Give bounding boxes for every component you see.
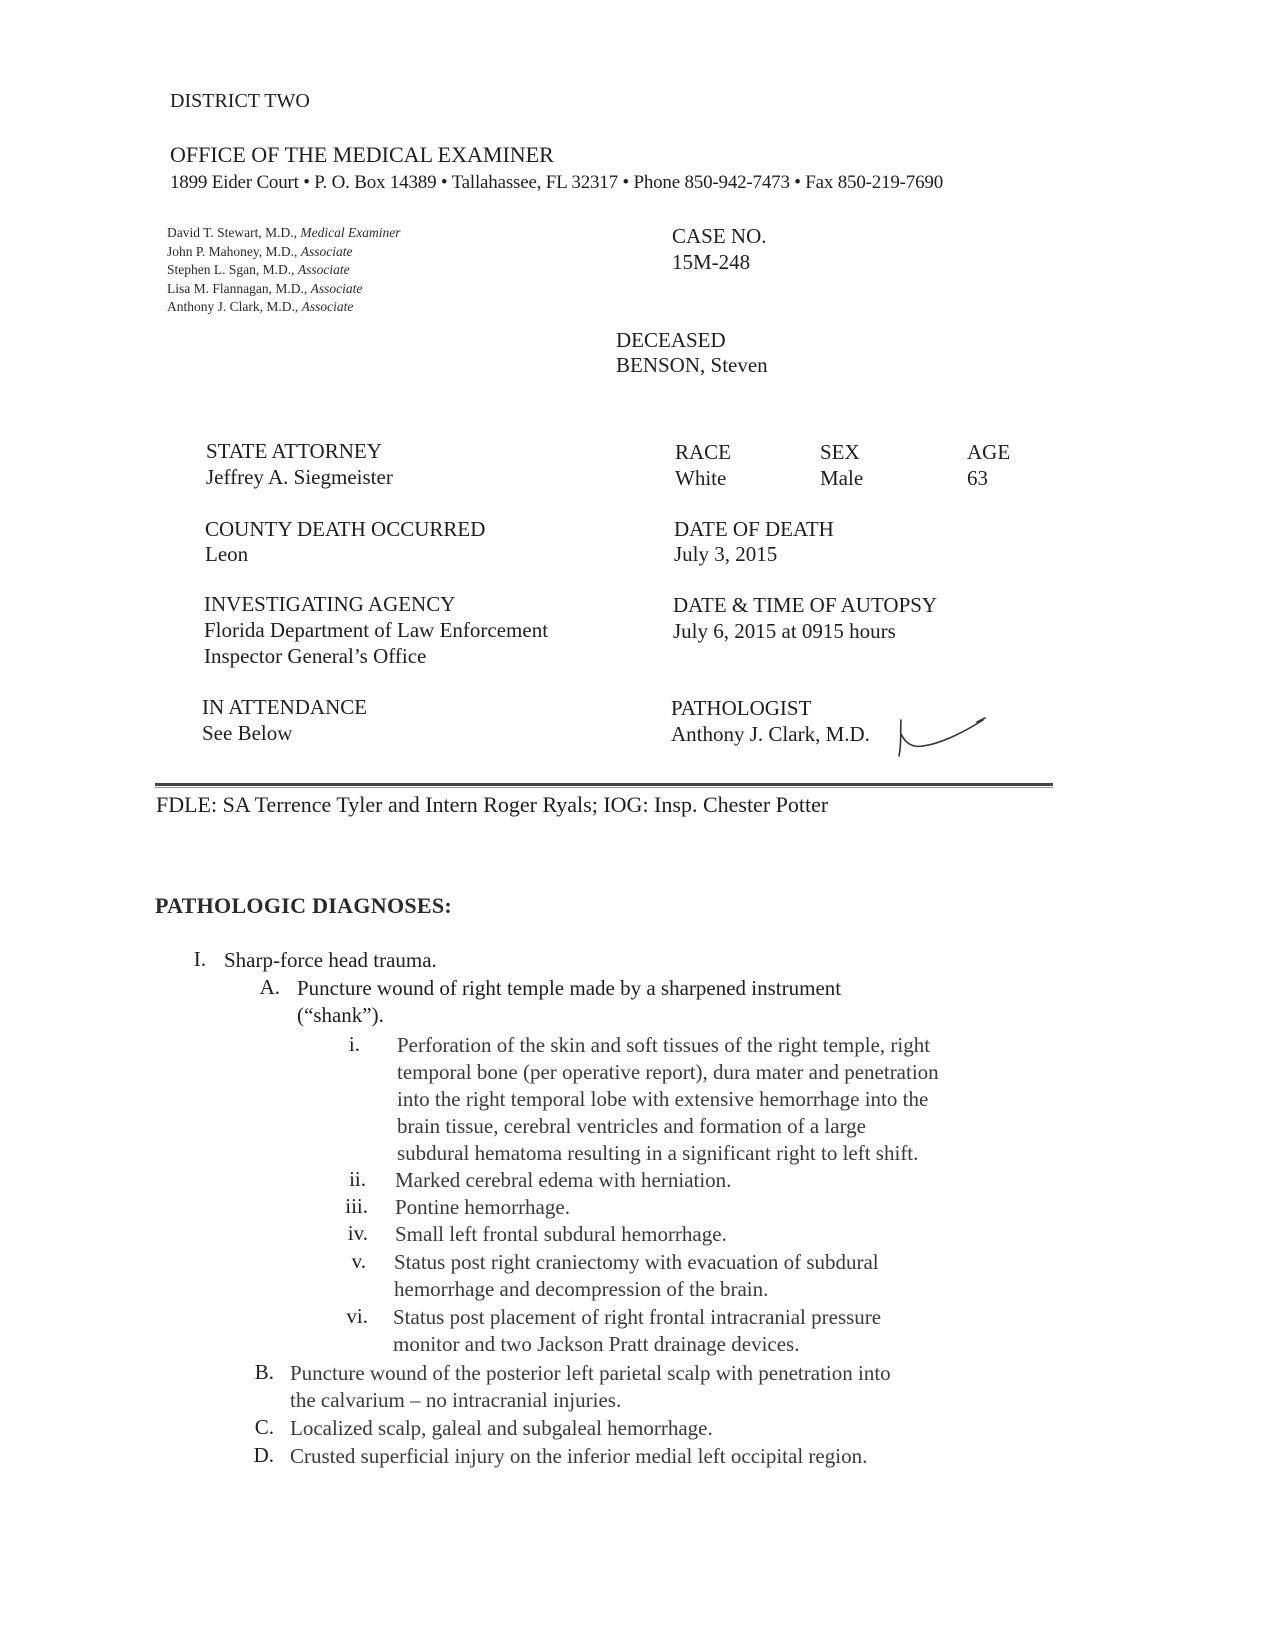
agency-line-1: Florida Department of Law Enforcement [204,618,549,642]
diagnosis-marker: I. [193,947,206,971]
section-divider-shadow [155,787,1053,788]
race-value: White [675,466,727,490]
district-label: DISTRICT TWO [170,90,310,112]
age-label: AGE [967,440,1011,464]
diagnosis-marker: A. [259,975,280,999]
diagnosis-marker: iv. [347,1221,368,1245]
autopsy-label: DATE & TIME OF AUTOPSY [673,593,938,617]
attendees-line: FDLE: SA Terrence Tyler and Intern Roger Ryals; IOG: Insp. Chester Potter [156,792,829,817]
diagnosis-C: Localized scalp, galeal and subgaleal hemorrhage. [290,1416,713,1440]
diagnosis-A-iv: Small left frontal subdural hemorrhage. [395,1222,727,1246]
diagnosis-marker: v. [351,1249,366,1273]
diagnosis-marker: ii. [349,1167,366,1191]
autopsy-value: July 6, 2015 at 0915 hours [673,619,896,643]
diagnosis-A-iii: Pontine hemorrhage. [395,1195,570,1219]
diagnoses-heading: PATHOLOGIC DIAGNOSES: [155,893,453,918]
state-attorney-value: Jeffrey A. Siegmeister [206,465,393,489]
office-address: 1899 Eider Court • P. O. Box 14389 • Tallahassee, FL 32317 • Phone 850-942-7473 • Fax 850-219-7690 [170,172,944,193]
diagnosis-A-vi-line-1: Status post placement of right frontal intracranial pressure [393,1305,882,1329]
staff-member: Lisa M. Flannagan, M.D., Associate [167,280,363,296]
pathologist-label: PATHOLOGIST [671,696,812,720]
county-label: COUNTY DEATH OCCURRED [205,517,486,541]
diagnosis-A-ii: Marked cerebral edema with herniation. [395,1168,732,1192]
agency-line-2: Inspector General’s Office [204,644,427,668]
diagnosis-marker: C. [254,1415,274,1439]
state-attorney-label: STATE ATTORNEY [206,439,382,463]
diagnosis-marker: i. [348,1032,360,1056]
diagnosis-A-line-1: Puncture wound of right temple made by a sharpened instrument [297,976,842,1000]
pathologist-signature [895,716,995,766]
race-label: RACE [675,440,732,464]
diagnosis-marker: D. [253,1443,274,1467]
staff-member: David T. Stewart, M.D., Medical Examiner [167,225,401,240]
diagnosis-A-vi-line-2: monitor and two Jackson Pratt drainage devices. [393,1332,800,1356]
staff-member: Stephen L. Sgan, M.D., Associate [167,262,350,277]
deceased-label: DECEASED [616,328,726,352]
pathologist-name: Anthony J. Clark, M.D. [671,722,870,746]
attendance-label: IN ATTENDANCE [202,695,368,719]
sex-value: Male [820,466,864,490]
county-value: Leon [205,542,249,566]
diagnosis-I: Sharp-force head trauma. [224,948,437,972]
diagnosis-marker: iii. [345,1194,368,1218]
staff-member: Anthony J. Clark, M.D., Associate [167,299,354,314]
staff-member: John P. Mahoney, M.D., Associate [167,243,353,259]
attendance-value: See Below [202,721,293,745]
section-divider [155,783,1053,786]
sex-label: SEX [820,440,860,464]
diagnosis-marker: vi. [346,1304,368,1328]
deceased-name: BENSON, Steven [616,353,768,377]
diagnosis-A-v-line-2: hemorrhage and decompression of the brain. [394,1277,769,1301]
diagnosis-A-i: Perforation of the skin and soft tissues of the right temple, right temporal bone (per operative report), dura mater and penetration into the right temporal lobe with extensive hemorrhage into the brain tissue, cerebral ventricles and formation of a large subdural hematoma resulting in a significant right to left shift. [397,1033,939,1165]
diagnosis-B-line-1: Puncture wound of the posterior left parietal scalp with penetration into [290,1361,891,1385]
age-value: 63 [967,466,988,490]
date-of-death-value: July 3, 2015 [674,542,778,566]
agency-label: INVESTIGATING AGENCY [204,592,456,616]
date-of-death-label: DATE OF DEATH [674,517,834,541]
diagnosis-A-line-2: (“shank”). [297,1003,384,1027]
diagnosis-B-line-2: the calvarium – no intracranial injuries. [290,1388,622,1412]
case-number: 15M-248 [672,250,751,274]
case-label: CASE NO. [672,224,767,248]
office-title: OFFICE OF THE MEDICAL EXAMINER [170,142,554,167]
diagnosis-A-v-line-1: Status post right craniectomy with evacuation of subdural [394,1250,879,1274]
diagnosis-D: Crusted superficial injury on the inferior medial left occipital region. [290,1444,868,1468]
staff-list [167,224,400,317]
diagnosis-marker: B. [254,1360,274,1384]
